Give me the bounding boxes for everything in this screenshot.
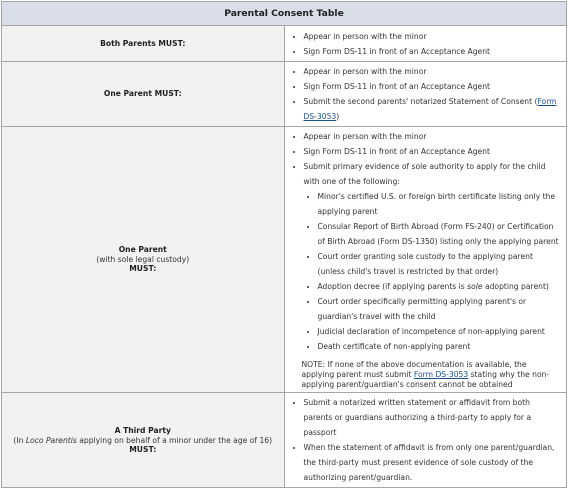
row-label [2,62,285,127]
evidence-item: • Court order specifically permitting applying parent's or guardian's travel with the child [318,294,561,324]
list-item: • Appear in person with the minor [304,29,561,44]
row-label-main: One Parent [118,245,167,255]
list-item-text: Submit the second parents' notarized Statement of Consent ( [303,97,538,106]
list-item: • Appear in person with the minor [304,64,561,79]
list-item: • Sign Form DS-11 in front of an Acceptance Agent [304,79,561,94]
row-label-sub-post: applying on behalf of a minor under the age of 16) [76,435,273,445]
parental-consent-table [1,1,567,488]
table-row [2,127,567,393]
row-label-must: MUST: [129,445,157,455]
row-label [2,127,285,393]
evidence-item: • Court order granting sole custody to the applying parent (unless child's travel is restricted by that order) [318,249,561,279]
list-item-text-close: ) [336,112,340,121]
requirements-list [289,64,561,124]
row-content [284,26,567,62]
form-ds-3053-link[interactable]: Form DS-3053 [413,369,469,379]
evidence-item: • Consular Report of Birth Abroad (Form FS-240) or Certification of Birth Abroad (Form DS-1350) listing only the applying parent [318,219,561,249]
list-item [304,94,561,124]
row-label-text: Both Parents MUST: [100,38,186,48]
list-item: • When the statement of affidavit is from only one parent/guardian, the third-party must present evidence of sole custody of the authorizing parent/guardian. [304,440,561,485]
row-label [2,26,285,62]
evidence-item: • Minor's certified U.S. or foreign birth certificate listing only the applying parent [318,189,561,219]
list-item: • Appear in person with the minor [304,129,561,144]
evidence-item: • Death certificate of non-applying parent [318,339,561,354]
note-text [302,360,561,389]
row-label-sub-pre: (In [13,435,26,445]
list-item: • Sign Form DS-11 in front of an Acceptance Agent [304,44,561,59]
row-content [284,62,567,127]
row-label-sub: (with sole legal custody) [96,254,190,264]
evidence-item: • Judicial declaration of incompetence of non-applying parent [318,324,561,339]
evidence-emphasis: sole [467,282,483,291]
row-label [2,393,285,488]
list-item [304,159,561,354]
table-title: Parental Consent Table [2,2,567,26]
table-row [2,26,567,62]
list-item-text: Submit primary evidence of sole authority to apply for the child with one of the following: [303,162,546,186]
requirements-list [289,29,561,59]
row-label-sub [5,436,281,446]
table-row [2,393,567,488]
table-row [2,62,567,127]
evidence-item [318,279,561,294]
row-content [284,393,567,488]
row-label-must: MUST: [129,264,157,274]
evidence-list [304,189,561,354]
evidence-text-end: adopting parent) [482,282,549,291]
requirements-list [289,395,561,485]
row-content [284,127,567,393]
row-label-text: One Parent MUST: [103,89,182,99]
requirements-list [289,129,561,354]
list-item: • Submit a notarized written statement or affidavit from both parents or guardians authorizing a third-party to apply for a passport [304,395,561,440]
note-suffix: stating why the non-applying parent/guardian's consent cannot be obtained [301,369,550,389]
row-label-sub-em: Loco Parentis [25,435,77,445]
list-item: • Sign Form DS-11 in front of an Acceptance Agent [304,144,561,159]
note-prefix: NOTE: If none of the above documentation is available, the applying parent must submit [301,360,527,379]
form-ds-3053-link[interactable]: Form DS-3053 [303,97,557,121]
evidence-text: Adoption decree (if applying parents is [317,282,468,291]
row-label-main: A Third Party [114,426,171,435]
